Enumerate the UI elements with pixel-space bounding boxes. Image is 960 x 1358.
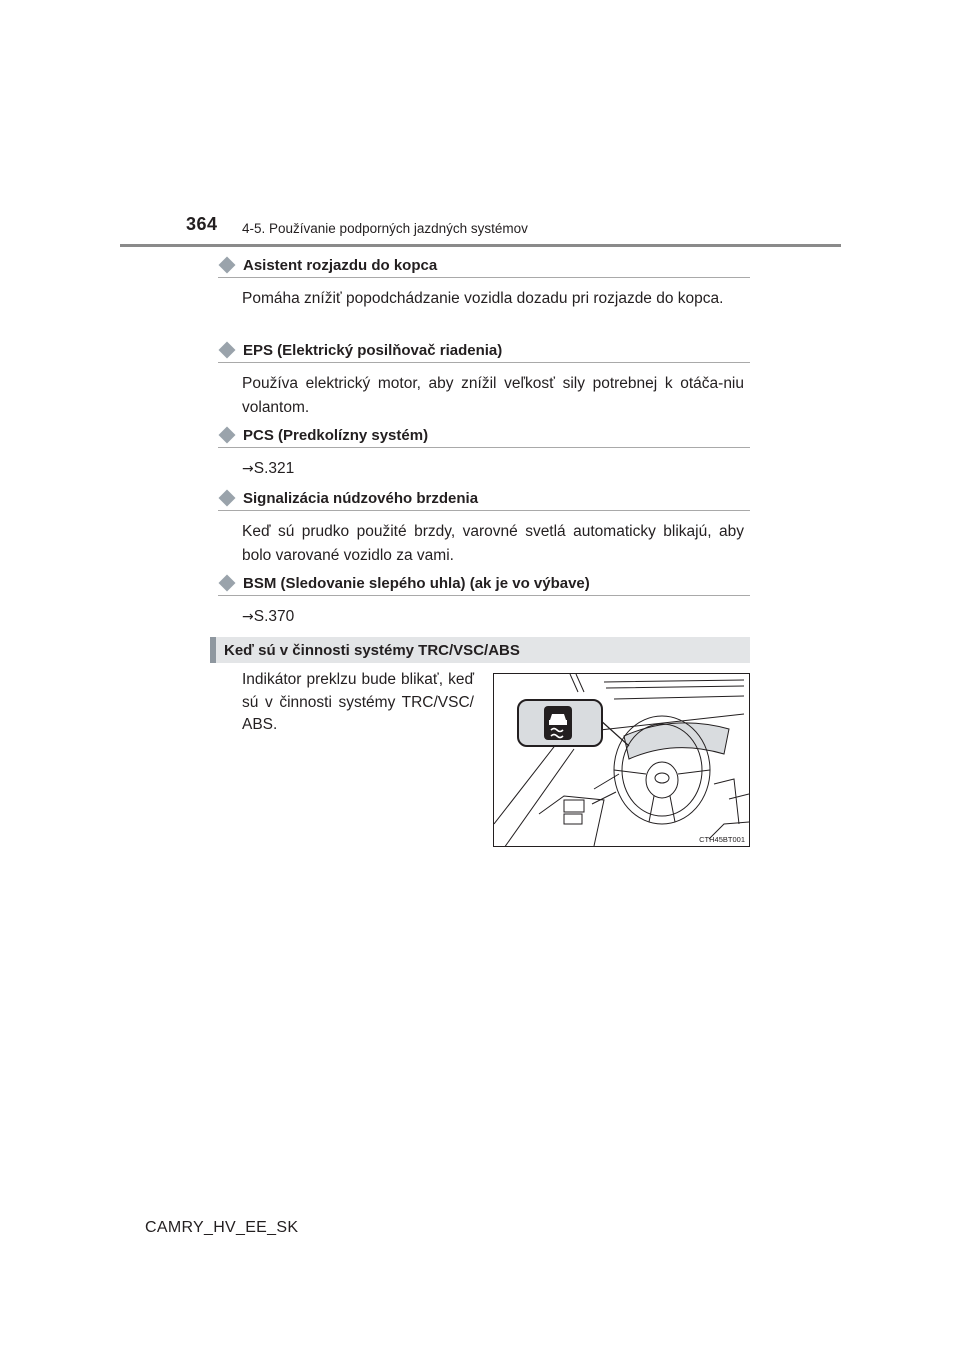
subsection-title: Signalizácia núdzového brzdenia — [243, 489, 479, 507]
diamond-bullet-icon — [219, 490, 236, 507]
page-reference[interactable] — [242, 457, 744, 482]
subsection-title: BSM (Sledovanie slepého uhla) (ak je vo výbave) — [243, 574, 590, 592]
page-reference-text: S.370 — [253, 608, 295, 625]
page-reference[interactable] — [242, 605, 744, 630]
subsection-heading — [218, 338, 750, 363]
arrow-right-icon: → — [242, 609, 254, 625]
diamond-bullet-icon — [219, 427, 236, 444]
subsection-hill-start-assist — [218, 253, 750, 311]
document-code: CAMRY_HV_EE_SK — [145, 1219, 299, 1236]
indicator-description: Indikátor preklzu bude blikať, keď sú v činnosti systémy TRC/VSC/ ABS. — [242, 671, 474, 733]
subsection-body: Keď sú prudko použité brzdy, varovné svetlá automaticky blikajú, aby bolo varované vozidlo za vami. — [242, 523, 744, 564]
header-rule — [120, 244, 841, 247]
subsection-title: Asistent rozjazdu do kopca — [243, 256, 438, 274]
subsection-heading — [218, 486, 750, 511]
subsection-heading — [218, 423, 750, 448]
subsection-pcs — [218, 423, 750, 482]
section-title: 4-5. Používanie podporných jazdných systémov — [242, 221, 528, 236]
arrow-right-icon: → — [242, 461, 254, 477]
slip-indicator-icon — [544, 706, 572, 740]
subsection-eps — [218, 338, 750, 419]
diamond-bullet-icon — [219, 257, 236, 274]
subsection-heading — [218, 571, 750, 596]
diamond-bullet-icon — [219, 342, 236, 359]
subsection-bsm — [218, 571, 750, 630]
subsection-heading — [218, 253, 750, 278]
dashboard-illustration — [493, 673, 750, 847]
diamond-bullet-icon — [219, 575, 236, 592]
section-banner — [210, 637, 750, 663]
banner-title: Keď sú v činnosti systémy TRC/VSC/ABS — [224, 641, 520, 659]
subsection-title: PCS (Predkolízny systém) — [243, 426, 429, 444]
dashboard-line-drawing — [494, 674, 750, 847]
subsection-emergency-brake-signal — [218, 486, 750, 567]
subsection-body: Pomáha znížiť popodchádzanie vozidla dozadu pri rozjazde do kopca. — [242, 290, 724, 307]
subsection-title: EPS (Elektrický posilňovač riadenia) — [243, 341, 503, 359]
subsection-body: Používa elektrický motor, aby znížil veľkosť sily potrebnej k otáča-niu volantom. — [242, 375, 744, 416]
figure-code: CTH45BT001 — [699, 835, 745, 844]
page-reference-text: S.321 — [253, 460, 295, 477]
page-number: 364 — [186, 214, 218, 234]
